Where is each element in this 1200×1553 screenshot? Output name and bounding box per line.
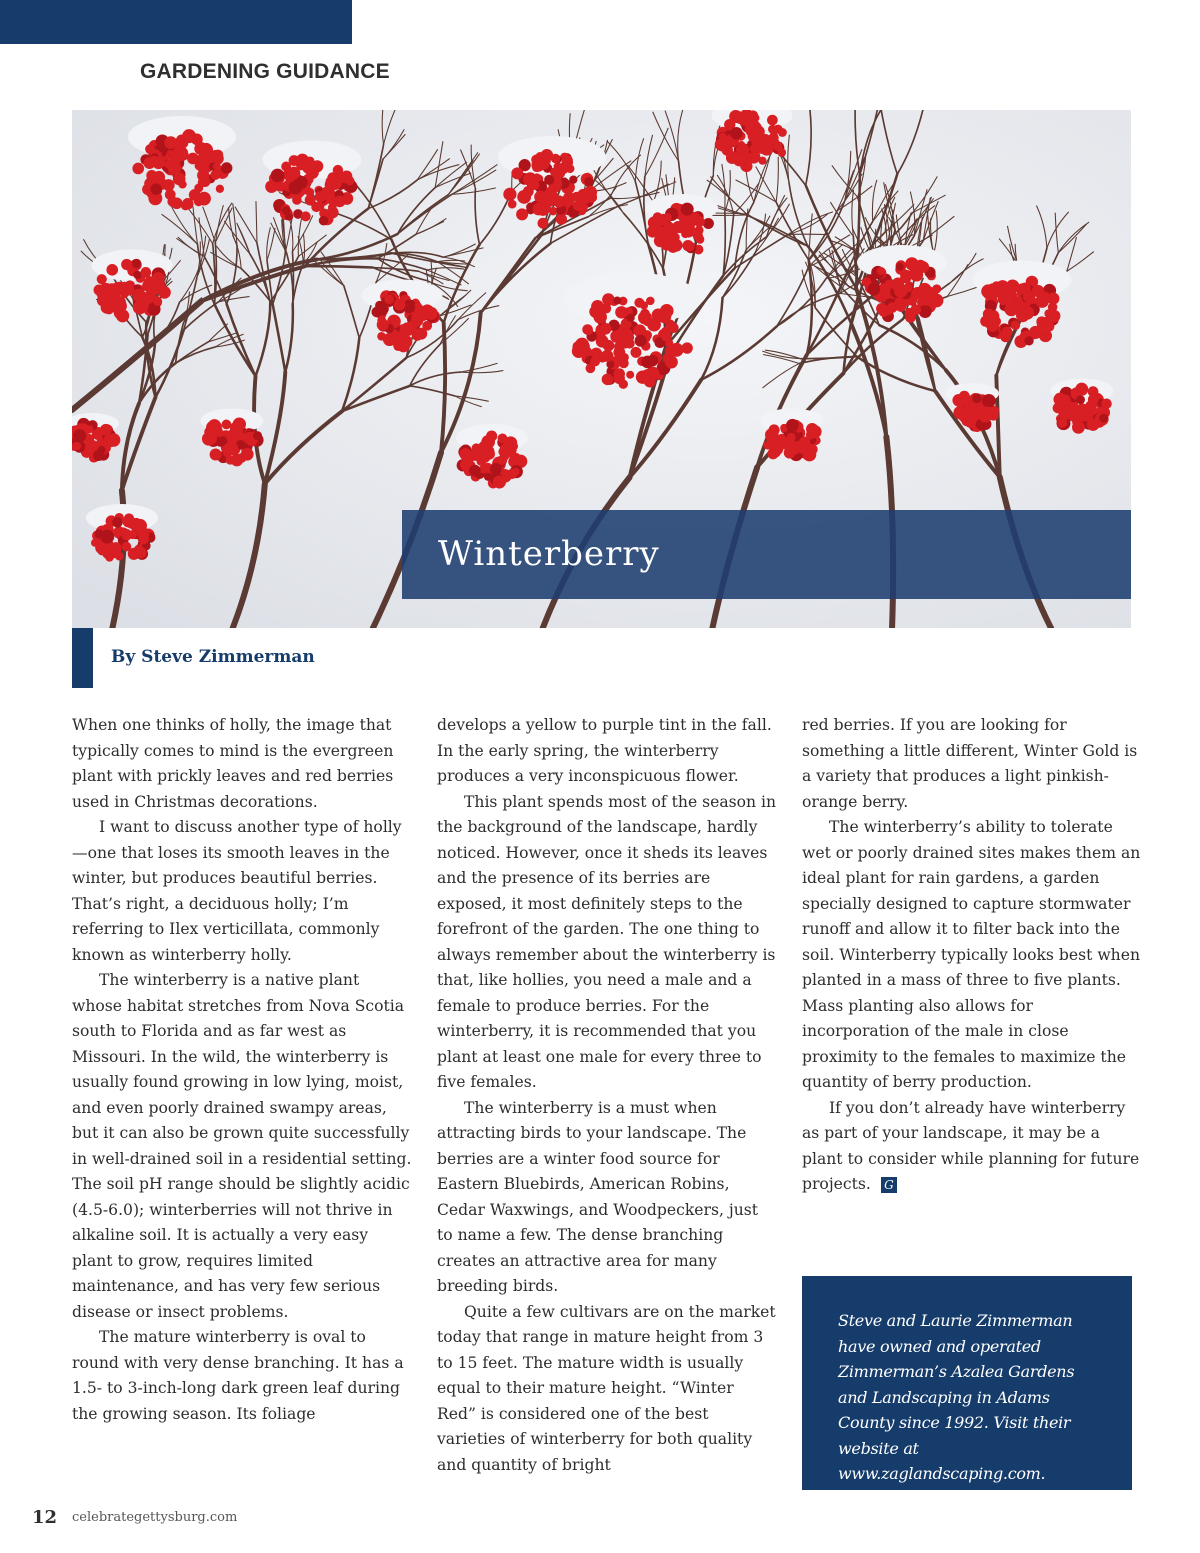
paragraph-text: If you don’t already have winterberry as part of your landscape, it may be a plant to consider while planning for future projects.: [802, 1098, 1140, 1193]
paragraph: develops a yellow to purple tint in the fall. In the early spring, the winterberry produces a very inconspicuous flower.: [437, 716, 772, 785]
section-label: GARDENING GUIDANCE: [140, 60, 390, 83]
article-title: Winterberry: [438, 534, 660, 574]
paragraph: Quite a few cultivars are on the market today that range in mature height from 3 to 15 feet. The mature width is usually equal to their mature height. “Winter Red” is considered one of the best varieties of winterberry for both quality and quantity of bright: [437, 1302, 776, 1474]
berry-cluster: [761, 409, 824, 462]
end-mark-icon: G: [881, 1177, 897, 1193]
byline: By Steve Zimmerman: [111, 647, 315, 667]
article-column-1: [72, 713, 412, 1427]
paragraph: red berries. If you are looking for something a little different, Winter Gold is a variety that produces a light pinkish-orange berry.: [802, 716, 1138, 811]
paragraph: I want to discuss another type of holly—one that loses its smooth leaves in the winter, but produces beautiful berries. That’s right, a deciduous holly; I’m referring to Ilex verticillata, commonly known as winterberry holly.: [72, 818, 402, 964]
paragraph: [802, 1096, 1142, 1198]
paragraph: When one thinks of holly, the image that typically comes to mind is the evergreen plant with prickly leaves and red berries used in Christmas decorations.: [72, 716, 394, 811]
branch: [305, 266, 372, 267]
paragraph: The mature winterberry is oval to round with very dense branching. It has a 1.5- to 3-inch-long dark green leaf during the growing season. Its foliage: [72, 1328, 404, 1423]
top-accent-bar: [0, 0, 352, 44]
article-column-2: [437, 713, 777, 1478]
byline-accent-bar: [72, 628, 93, 688]
page-number: 12: [32, 1507, 58, 1528]
footer-site: celebrategettysburg.com: [72, 1510, 238, 1525]
berry-cluster: [1051, 379, 1114, 434]
hero-photo: [72, 110, 1131, 628]
paragraph: The winterberry is a native plant whose habitat stretches from Nova Scotia south to Florida and as far west as Missouri. In the wild, the winterberry is usually found growing in low lying, moist, and even poorly drained swampy areas, but it can also be grown quite successfully in well-drained soil in a residential setting. The soil pH range should be slightly acidic (4.5-6.0); winterberries will not thrive in alkaline soil. It is actually a very easy plant to grow, requires limited maintenance, and has very few serious disease or insect problems.: [72, 971, 412, 1321]
author-bio-box: [802, 1276, 1132, 1490]
author-bio: Steve and Laurie Zimmerman have owned and operated Zimmerman’s Azalea Gardens and Landscaping in Adams County since 1992. Visit their website at www.zaglandscaping.com.: [838, 1311, 1075, 1483]
paragraph: This plant spends most of the season in the background of the landscape, hardly noticed. However, once it sheds its leaves and the presence of its berries are exposed, it most definitely steps to the forefront of the garden. The one thing to always remember about the winterberry is that, like hollies, you need a male and a female to produce berries. For the winterberry, it is recommended that you plant at least one male for every three to five females.: [437, 792, 777, 1091]
title-band: [402, 510, 1131, 599]
article-column-3: [802, 713, 1142, 1198]
paragraph: The winterberry is a must when attracting birds to your landscape. The berries are a winter food source for Eastern Bluebirds, American Robins, Cedar Waxwings, and Woodpeckers, just to name a few. The dense branching creates an attractive area for many breeding birds.: [437, 1098, 759, 1295]
paragraph: The winterberry’s ability to tolerate wet or poorly drained sites makes them an ideal plant for rain gardens, a garden specially designed to capture stormwater runoff and allow it to filter back into the soil. Winterberry typically looks best when planted in a mass of three to five plants. Mass planting also allows for incorporation of the male in close proximity to the females to maximize the quantity of berry production.: [802, 818, 1141, 1091]
